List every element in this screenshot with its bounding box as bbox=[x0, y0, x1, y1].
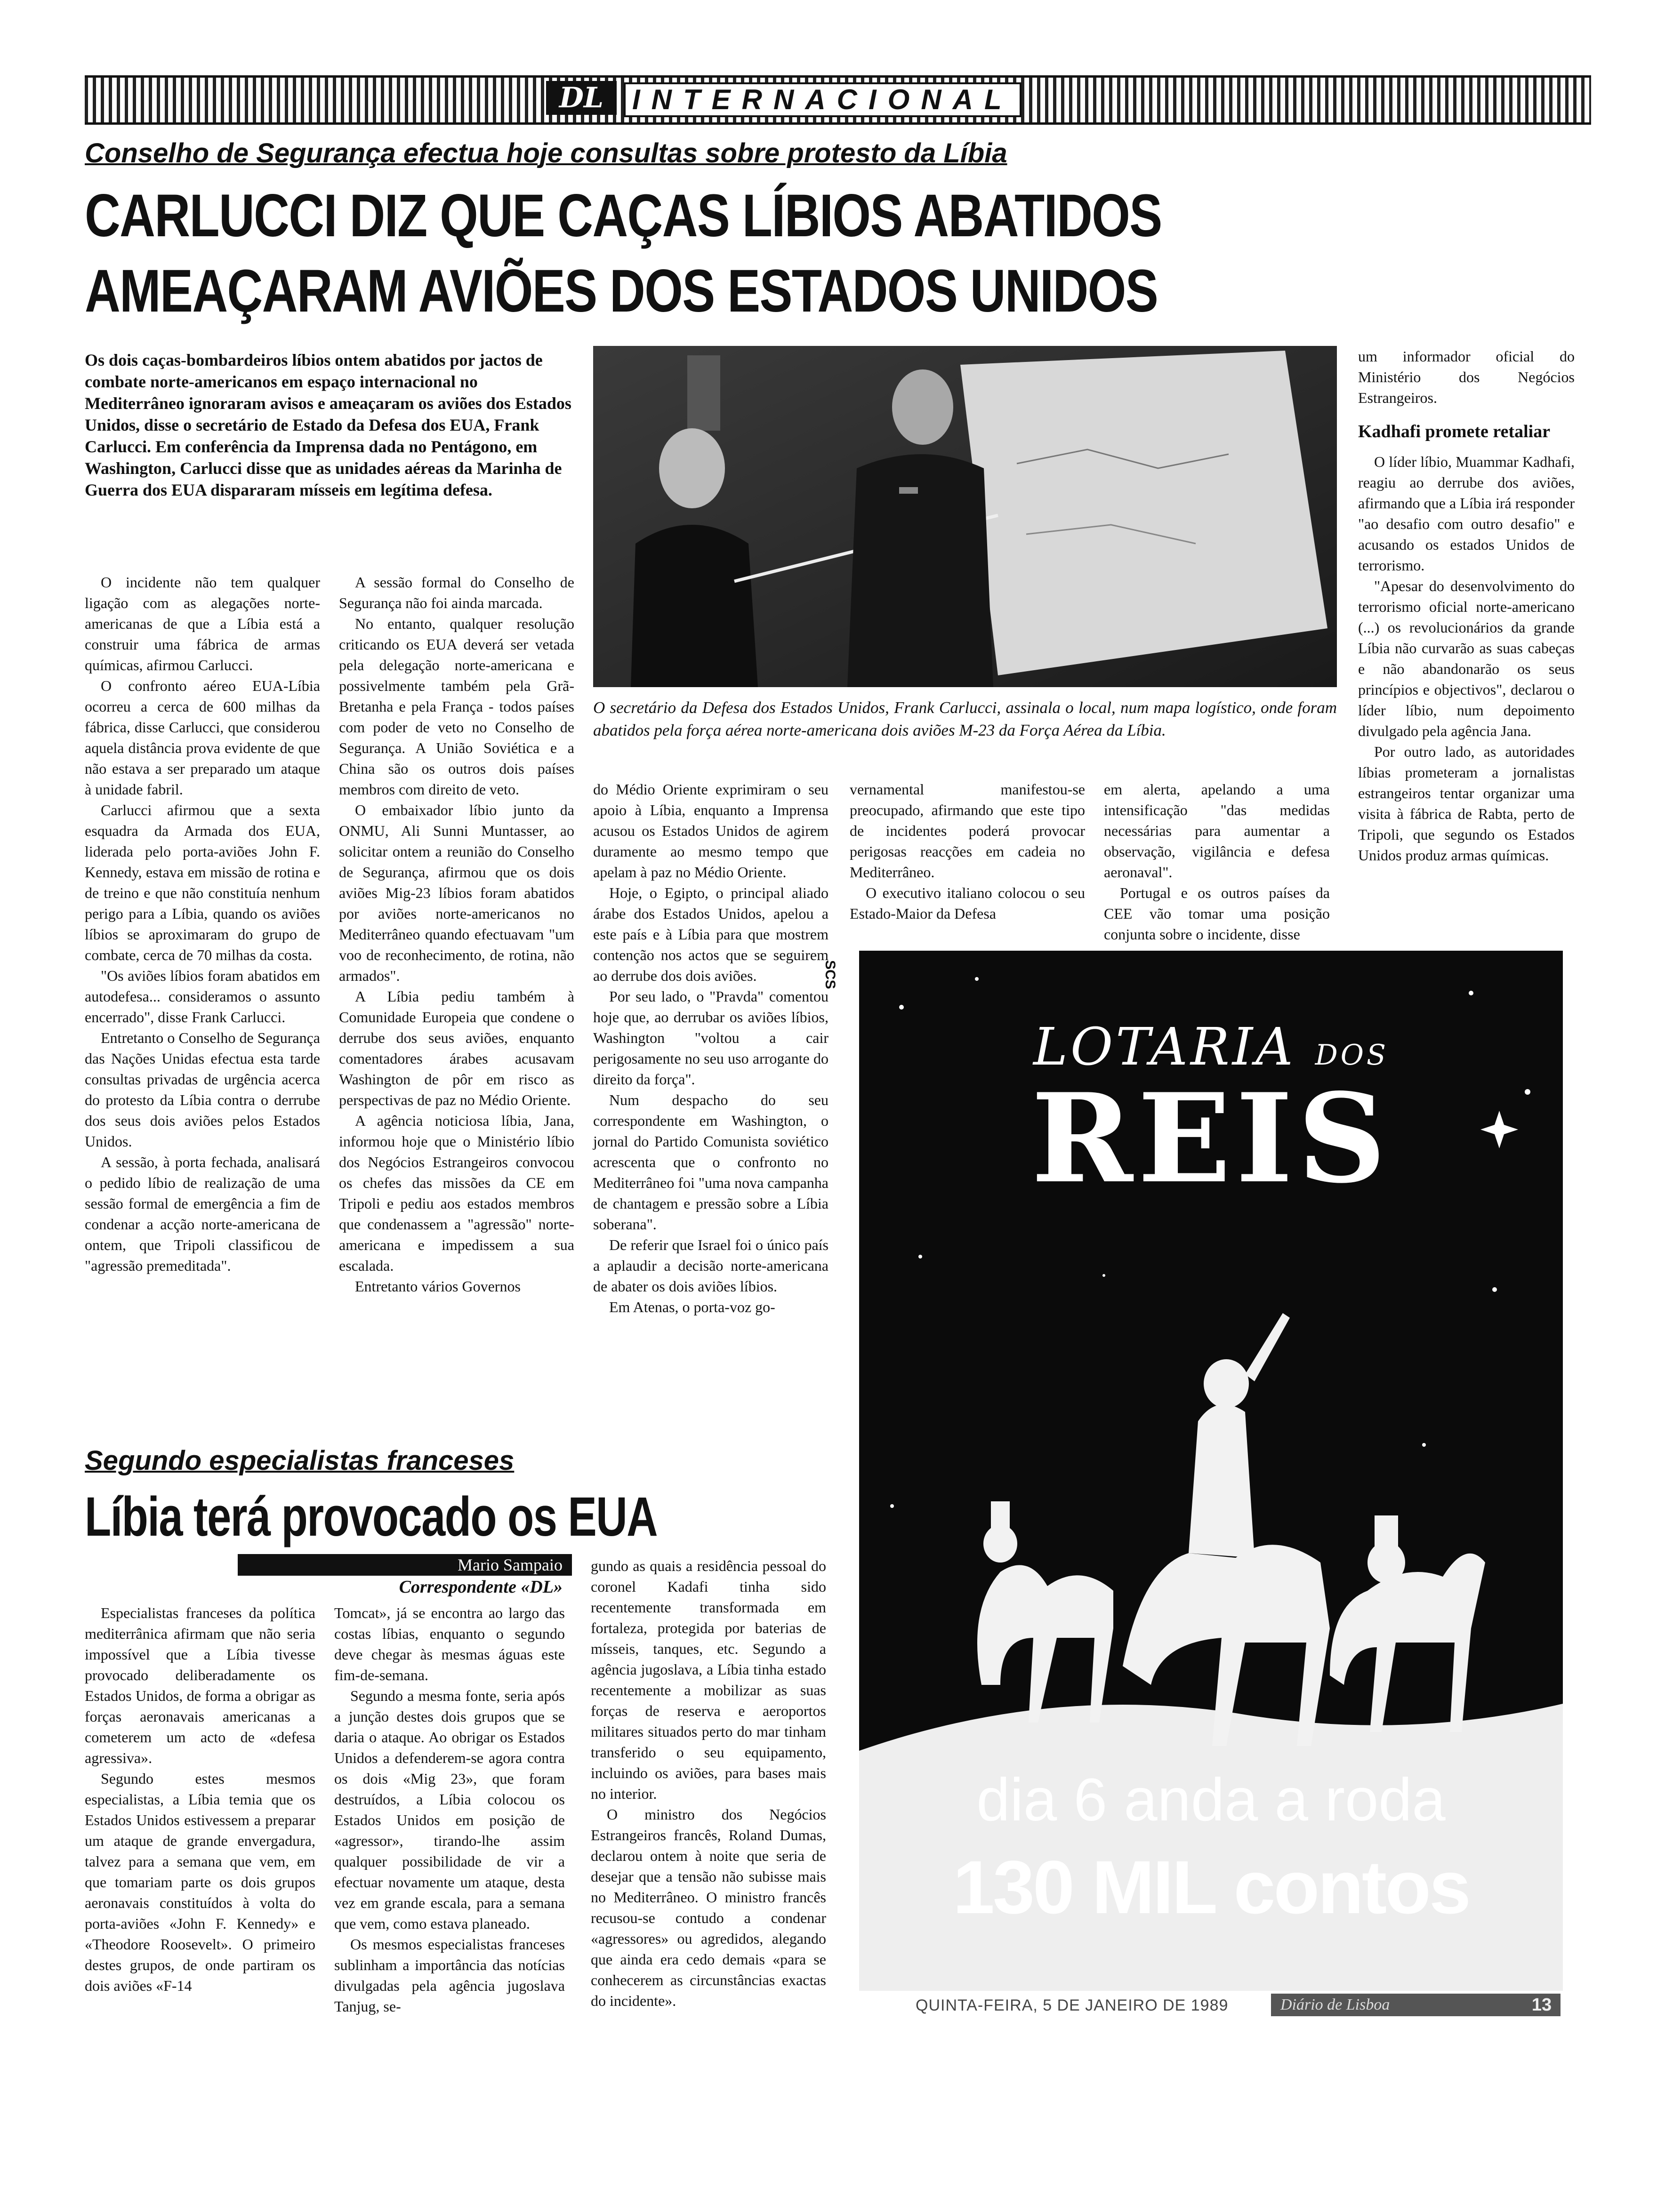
kadhafi-subhead: Kadhafi promete retaliar bbox=[1358, 422, 1551, 441]
paragraph: O confronto aéreo EUA-Líbia ocorreu a cerca de 600 milhas da fábrica, disse Carlucci, que considerou aquela distância prova evidente de que não estava a ser preparado um ataque à unidade fabril. bbox=[85, 677, 320, 798]
paragraph: O líder líbio, Muammar Kadhafi, reagiu ao derrube dos aviões, afirmando que a Líbia irá responder "ao desafio com outro desafio" e acusando os estados Unidos de terrorismo. bbox=[1358, 453, 1575, 574]
ad-prize: 130 MIL contos bbox=[953, 1845, 1469, 1929]
ad-brand-lotaria: LOTARIA bbox=[1033, 1017, 1296, 1077]
paragraph: vernamental manifestou-se preocupado, afirmando que este tipo de incidentes poderá provocar perigosas reacções em cadeia no Mediterrâneo. bbox=[850, 781, 1085, 881]
article1-column-6 bbox=[1358, 346, 1575, 866]
paragraph: do Médio Oriente exprimiram o seu apoio à Líbia, enquanto a Imprensa acusou os Estados Unidos de agirem duramente ao mesmo tempo que apelam à paz no Médio Oriente. bbox=[593, 781, 828, 881]
ad-brand-dos: DOS bbox=[1315, 1039, 1389, 1072]
paragraph: Num despacho do seu correspondente em Washington, o jornal do Partido Comunista soviético acrescenta que o confronto no Mediterrâneo foi "uma nova campanha de chantagem e pressão sobre a Líbia soberana". bbox=[593, 1091, 828, 1233]
article1-column-5 bbox=[1104, 779, 1330, 945]
paragraph: Os mesmos especialistas franceses sublinham a importância das notícias divulgadas pela agência jugoslava Tanjug, se- bbox=[334, 1936, 565, 2015]
dl-logo: DL bbox=[546, 81, 617, 115]
paragraph: Entretanto vários Governos bbox=[355, 1278, 521, 1295]
paragraph: Por seu lado, o "Pravda" comentou hoje que, ao derrubar os aviões líbios, Washington "voltou a cair perigosamente no seu uso arrogante do direito da força". bbox=[593, 988, 828, 1088]
article1-column-3 bbox=[593, 779, 828, 1317]
article1-headline-line2: AMEAÇARAM AVIÕES DOS ESTADOS UNIDOS bbox=[85, 257, 1158, 325]
article1-column-4 bbox=[850, 779, 1085, 924]
paragraph: Carlucci afirmou que a sexta esquadra da Armada dos EUA, liderada pelo porta-aviões John F. Kennedy, estava em missão de rotina e de treino e que não constituía nenhum perigo para a Líbia, quando os aviões líbios se aproximaram do grupo de combate, cerca de 70 milhas da costa. bbox=[85, 801, 320, 963]
footer-newspaper-name: Diário de Lisboa bbox=[1271, 1994, 1525, 2016]
byline-role: Correspondente «DL» bbox=[399, 1577, 563, 1597]
article2-column-3 bbox=[591, 1555, 826, 2011]
byline-name: Mario Sampaio bbox=[238, 1554, 572, 1576]
photo-illustration bbox=[593, 346, 1337, 687]
paragraph: em alerta, apelando a uma intensificação "das medidas necessárias para aumentar a observação, vigilância e defesa aeronaval". bbox=[1104, 781, 1330, 881]
paragraph: O ministro dos Negócios Estrangeiros francês, Roland Dumas, declarou ontem à noite que seria de desejar que a tensão não subisse mais no Mediterrâneo. O ministro francês recusou-se contudo a condenar «agressores» ou agredidos, alegando que ainda era cedo demais «para se conhecerem as circunstâncias exactas do incidente». bbox=[591, 1806, 826, 2009]
article2-column-2 bbox=[334, 1603, 565, 2017]
paragraph: um informador oficial do Ministério dos Negócios Estrangeiros. bbox=[1358, 348, 1575, 406]
paragraph: Tomcat», já se encontra ao largo das costas líbias, enquanto o segundo deve chegar às mesmas águas este fim-de-semana. bbox=[334, 1604, 565, 1683]
footer-date: QUINTA-FEIRA, 5 DE JANEIRO DE 1989 bbox=[916, 1996, 1229, 2014]
paragraph: A sessão formal do Conselho de Segurança não foi ainda marcada. bbox=[339, 574, 574, 611]
paragraph: gundo as quais a residência pessoal do coronel Kadafi tinha sido recentemente transformada em fortaleza, protegida por baterias de mísseis, tanques, etc. Segundo a agência jugoslava, a Líbia tinha estado recentemente a mobilizar as suas forças de reserva e aeroportos militares situados perto do mar tinham transferido o seu equipamento, incluindo os aviões, para bases mais no interior. bbox=[591, 1557, 826, 1802]
page-number: 13 bbox=[1523, 1994, 1560, 2016]
article1-column-2 bbox=[339, 572, 574, 1297]
article2-kicker: Segundo especialistas franceses bbox=[85, 1445, 515, 1476]
article1-lede: Os dois caças-bombardeiros líbios ontem abatidos por jactos de combate norte-americanos em espaço internacional no Mediterrâneo ignoraram avisos e ameaçaram os aviões dos Estados Unidos, disse o secretário de Estado da Defesa dos EUA, Frank Carlucci. Em conferência da Imprensa dada no Pentágono, em Washington, Carlucci disse que as unidades aéreas da Marinha de Guerra dos EUA dispararam mísseis em legítima defesa. bbox=[85, 351, 571, 499]
paragraph: "Os aviões líbios foram abatidos em autodefesa... consideramos o assunto encerrado", disse Frank Carlucci. bbox=[85, 967, 320, 1026]
paragraph: Por outro lado, as autoridades líbias prometeram a jornalistas estrangeiros tentar organizar uma visita à fábrica de Rabta, perto de Tripoli, que segundo os Estados Unidos produz armas químicas. bbox=[1358, 743, 1575, 864]
paragraph: Segundo a mesma fonte, seria após a junção destes dois grupos que se daria o ataque. Ao obrigar os Estados Unidos a defenderem-se agora contra os dois «Mig 23», que foram destruídos, a Líbia colocou os Estados Unidos em posição de «agressor», tirando-lhe assim qualquer possibilidade de vir a efectuar novamente um ataque, desta vez em grande escala, para a semana que vem, como estava planeado. bbox=[334, 1687, 565, 1932]
paragraph: Especialistas franceses da política mediterrânica afirmam que não seria impossível que a Líbia tivesse provocado deliberadamente os Estados Unidos, de forma a obrigar as forças aeronavais americanas a cometerem um acto de «defesa agressiva». bbox=[85, 1604, 315, 1766]
paragraph: Em Atenas, o porta-voz go- bbox=[609, 1298, 775, 1315]
paragraph: A Líbia pediu também à Comunidade Europeia que condene o derrube dos seus aviões, enquanto comentadores árabes acusavam Washington de pôr em risco as perspectivas de paz no Médio Oriente. bbox=[339, 988, 574, 1108]
carlucci-photo bbox=[593, 346, 1337, 687]
article1-column-1 bbox=[85, 572, 320, 1276]
article2-headline: Líbia terá provocado os EUA bbox=[85, 1486, 658, 1548]
ad-slogan: dia 6 anda a roda bbox=[976, 1766, 1446, 1834]
paragraph: Segundo estes mesmos especialistas, a Líbia temia que os Estados Unidos estivessem a preparar um ataque de grande envergadura, talvez para a semana que vem, em que tomariam parte os dois grupos aeronavais constituídos à volta do porta-aviões «John F. Kennedy» e «Theodore Roosevelt». O primeiro destes grupos, de onde partiram os dois aviões «F-14 bbox=[85, 1770, 315, 1994]
lotaria-dos-reis-ad bbox=[859, 951, 1563, 1991]
ad-code: SCS bbox=[822, 960, 838, 989]
paragraph: De referir que Israel foi o único país a aplaudir a decisão norte-americana de abater os dois aviões líbios. bbox=[593, 1236, 828, 1295]
photo-caption: O secretário da Defesa dos Estados Unidos, Frank Carlucci, assinala o local, num mapa logístico, onde foram abatidos pela força aérea norte-americana dois aviões M-23 da Força Aérea da Líbia. bbox=[593, 698, 1337, 739]
article1-headline-line1: CARLUCCI DIZ QUE CAÇAS LÍBIOS ABATIDOS bbox=[85, 182, 1162, 249]
ad-brand-line2: REIS bbox=[1031, 1067, 1391, 1210]
paragraph: No entanto, qualquer resolução criticando os EUA deverá ser vetada pela delegação norte-americana e possivelmente também pela Grã-Bretanha e pela França - todos países com poder de veto no Conselho de Segurança. A União Soviética e a China são os outros dois países membros com direito de veto. bbox=[339, 615, 574, 798]
paragraph: Hoje, o Egipto, o principal aliado árabe dos Estados Unidos, apelou a este país e à Líbia para que mostrem contenção nos actos que se seguirem ao derrube dos dois aviões. bbox=[593, 884, 828, 984]
paragraph: Portugal e os outros países da CEE vão tomar uma posição conjunta sobre o incidente, disse bbox=[1104, 884, 1330, 943]
paragraph: O executivo italiano colocou o seu Estado-Maior da Defesa bbox=[850, 884, 1085, 922]
paragraph: O embaixador líbio junto da ONMU, Ali Sunni Muntasser, ao solicitar ontem a reunião do Conselho de Segurança, afirmou que os dois aviões Mig-23 líbios foram abatidos por aviões norte-americanos no Mediterrâneo quando efectuavam "um voo de reconhecimento, de rotina, não armados". bbox=[339, 801, 574, 984]
paragraph: A sessão, à porta fechada, analisará o pedido líbio de realização de uma sessão formal de emergência a fim de condenar a acção norte-americana de ontem, que Tripoli classificou de "agressão premeditada". bbox=[85, 1154, 320, 1274]
section-title: INTERNACIONAL bbox=[624, 82, 1022, 117]
paragraph: "Apesar do desenvolvimento do terrorismo oficial norte-americano (...) os revolucionários da grande Líbia não curvarão as suas cabeças e não abandonarão os seus princípios e objectivos", declarou o líder líbio, num depoimento divulgado pela agência Jana. bbox=[1358, 577, 1575, 739]
article1-kicker: Conselho de Segurança efectua hoje consultas sobre protesto da Líbia bbox=[85, 138, 1007, 168]
paragraph: A agência noticiosa líbia, Jana, informou hoje que o Ministério líbio dos Negócios Estrangeiros convocou os chefes das missões da CE em Tripoli e pediu aos estados membros que condenassem a "agressão" norte-americana e impedissem a sua escalada. bbox=[339, 1112, 574, 1274]
article2-column-1 bbox=[85, 1603, 315, 1996]
paragraph: Entretanto o Conselho de Segurança das Nações Unidas efectua esta tarde consultas privadas de urgência acerca do protesto da Líbia contra o derrube dos seus dois aviões pelos Estados Unidos. bbox=[85, 1029, 320, 1150]
paragraph: O incidente não tem qualquer ligação com as alegações norte-americanas de que a Líbia está a construir uma fábrica de armas químicas, afirmou Carlucci. bbox=[85, 574, 320, 673]
